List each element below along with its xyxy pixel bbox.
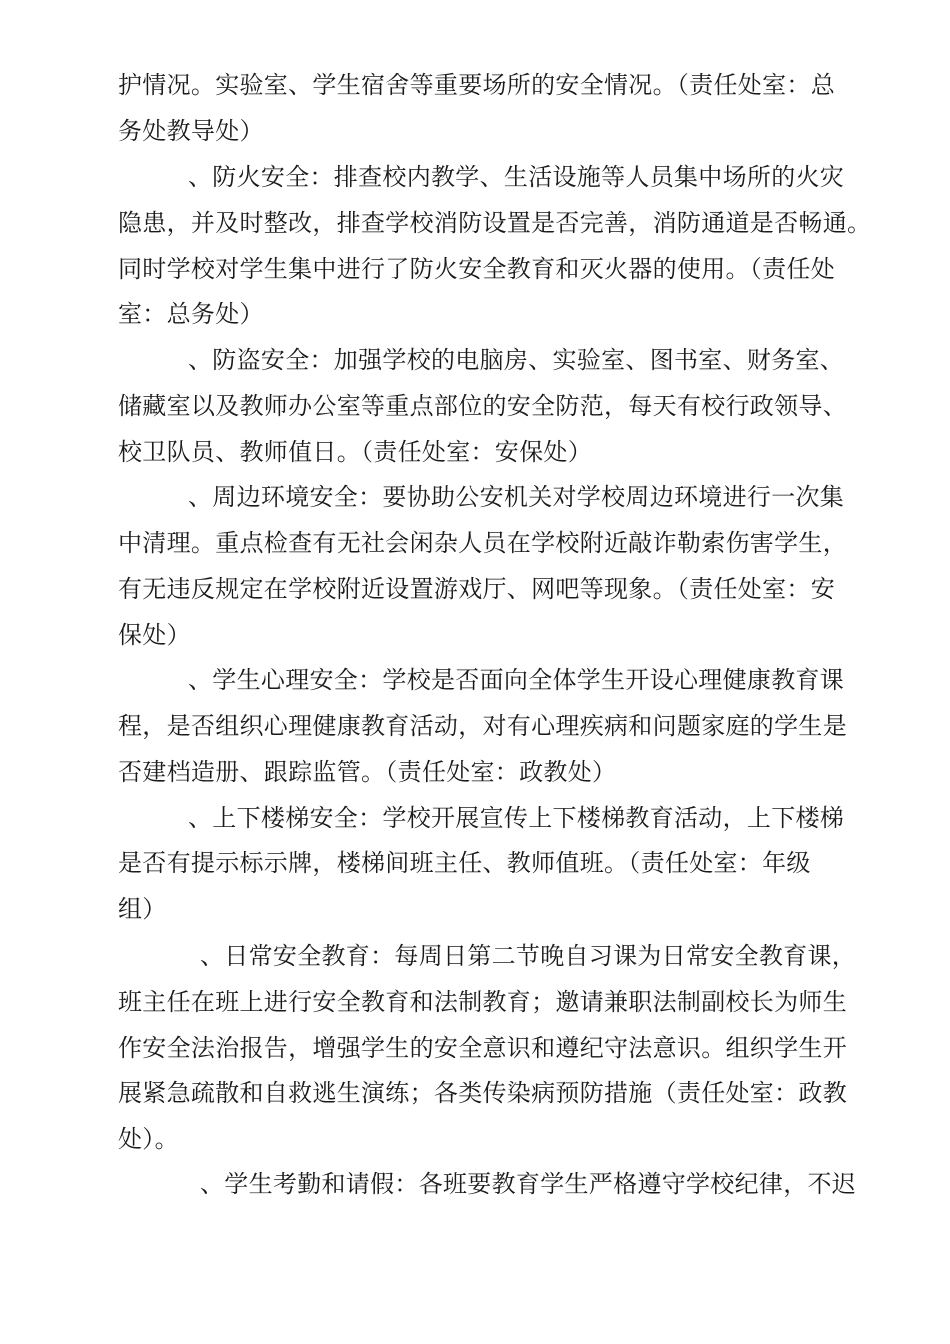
paragraph-start-fire-safety: 、防火安全：排查校内教学、生活设施等人员集中场所的火灾 (188, 163, 845, 191)
text-line: 处）。 (118, 1125, 179, 1153)
text-line: 组） (118, 895, 167, 923)
paragraph-start-theft-safety: 、防盗安全：加强学校的电脑房、实验室、图书室、财务室、 (188, 346, 845, 374)
paragraph-start-daily-education: 、日常安全教育：每周日第二节晚自习课为日常安全教育课， (200, 942, 857, 970)
text-line: 展紧急疏散和自救逃生演练；各类传染病预防措施（责任处室：政教 (118, 1079, 847, 1107)
text-line: 否建档造册、跟踪监管。（责任处室：政教处） (118, 758, 617, 786)
paragraph-start-mental-safety: 、学生心理安全：学校是否面向全体学生开设心理健康教育课 (188, 666, 845, 694)
text-line: 同时学校对学生集中进行了防火安全教育和灭火器的使用。（责任处 (118, 255, 835, 283)
paragraph-start-attendance: 、学生考勤和请假：各班要教育学生严格遵守学校纪律，不迟 (200, 1170, 857, 1198)
text-line: 室：总务处） (118, 300, 264, 328)
paragraph-start-surrounding-safety: 、周边环境安全：要协助公安机关对学校周边环境进行一次集 (188, 483, 845, 511)
text-line: 储藏室以及教师办公室等重点部位的安全防范，每天有校行政领导、 (118, 392, 847, 420)
text-line: 是否有提示标示牌，楼梯间班主任、教师值班。（责任处室：年级 (118, 849, 811, 877)
paragraph-start-stairs-safety: 、上下楼梯安全：学校开展宣传上下楼梯教育活动，上下楼梯 (188, 804, 845, 832)
text-line: 校卫队员、教师值日。（责任处室：安保处） (118, 438, 592, 466)
text-line: 程，是否组织心理健康教育活动，对有心理疾病和问题家庭的学生是 (118, 712, 847, 740)
text-line: 班主任在班上进行安全教育和法制教育；邀请兼职法制副校长为师生 (118, 988, 847, 1016)
text-line: 护情况。实验室、学生宿舍等重要场所的安全情况。（责任处室：总 (118, 71, 835, 99)
text-line: 隐患，并及时整改，排查学校消防设置是否完善，消防通道是否畅通。 (118, 209, 872, 237)
text-line: 中清理。重点检查有无社会闲杂人员在学校附近敲诈勒索伤害学生， (118, 529, 847, 557)
text-line: 有无违反规定在学校附近设置游戏厅、网吧等现象。（责任处室：安 (118, 575, 835, 603)
text-line: 作安全法治报告，增强学生的安全意识和遵纪守法意识。组织学生开 (118, 1034, 847, 1062)
text-line: 保处） (118, 621, 191, 649)
text-line: 务处教导处） (118, 117, 264, 145)
